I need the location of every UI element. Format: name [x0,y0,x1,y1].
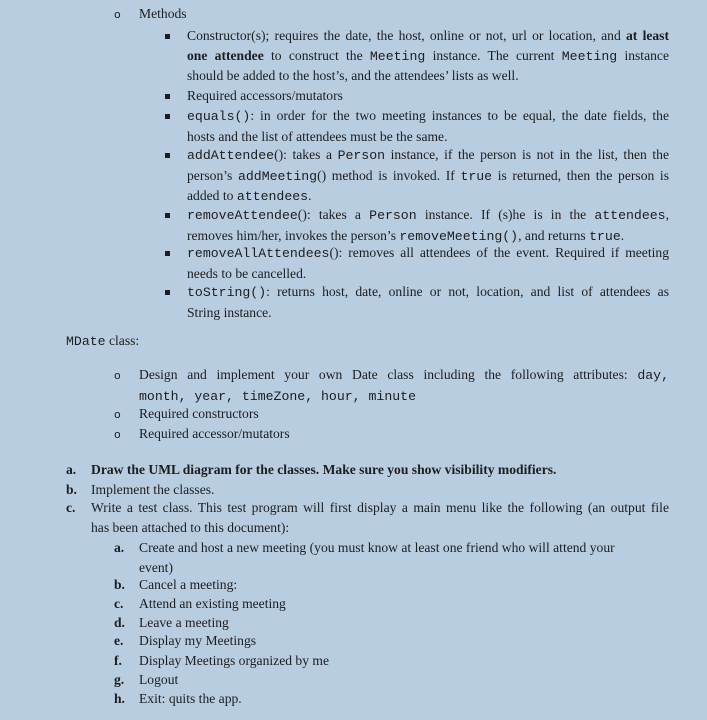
code-text: addMeeting [237,168,318,184]
text-segment: instance, if the person is not in the list, then the [385,147,669,162]
text-line [91,480,669,500]
text-segment: () method is invoked. If [317,167,461,183]
text-segment: (): takes a [274,147,338,162]
method-item [187,26,669,86]
menu-letter: e. [114,633,124,648]
menu-item-text: Leave a meeting [139,615,229,630]
text-segment: one attendee [187,47,264,63]
text-segment: (): removes all attendees of the event. Required if meeting [329,245,669,260]
text-segment: Design and implement your own Date class including the following attributes: [139,367,638,382]
text-line [187,243,669,264]
text-segment: Implement the classes. [91,482,215,497]
square-bullet [165,251,170,256]
method-item [187,205,669,246]
code-text: true [460,168,493,184]
menu-item [139,689,669,709]
square-bullet [165,94,170,99]
code-text: day, [637,368,669,383]
menu-letter: h. [114,691,125,706]
text-segment: Required accessors/mutators [187,88,343,103]
menu-letter: f. [114,653,122,668]
text-line [187,166,669,187]
text-line [139,404,669,424]
text-line [91,518,669,538]
text-segment: should be added to the host’s, and the attendees’ lists as well. [187,68,519,84]
text-segment: removes him/her, invokes the person’s [187,227,400,243]
text-segment: instance [617,47,669,63]
hollow-bullet: o [114,8,121,21]
code-text: attendees [594,208,666,223]
menu-letter: c. [114,596,124,611]
text-line [187,46,669,67]
text-segment: (): takes a [297,207,370,222]
text-segment: Required constructors [139,406,259,421]
code-text: attendees [236,189,309,205]
text-segment: , [665,207,669,222]
text-line [91,460,669,480]
text-segment: hosts and the list of attendees must be the same. [187,128,448,144]
task-item [91,480,669,500]
menu-item [139,670,669,690]
text-segment: . [620,227,625,243]
mdate-item [139,365,669,406]
menu-item-text: event) [139,559,173,575]
text-segment: Write a test class. This test program will first display a main menu like the following (an output file [91,500,669,515]
menu-item-text: Create and host a new meeting (you must know at least one friend who will attend your [139,540,615,555]
mdate-class-name: MDate [66,334,106,349]
code-text: removeAttendee [187,208,298,223]
method-item [187,282,669,322]
menu-item-text: Display Meetings organized by me [139,653,330,668]
text-segment: : returns host, date, online or not, location, and list of attendees as [266,284,669,299]
mdate-heading [66,331,139,352]
code-text: month, year, timeZone, hour, minute [139,388,416,404]
method-item [187,86,669,106]
text-segment: added to [187,188,237,204]
menu-item [139,594,669,614]
square-bullet [165,114,170,119]
text-line [187,66,669,86]
text-line [187,205,669,226]
menu-item-text: Attend an existing meeting [139,596,286,611]
hollow-bullet: o [114,428,121,441]
mdate-item [139,424,669,444]
text-line [187,127,669,147]
code-text: removeMeeting() [399,228,519,244]
square-bullet [165,290,170,295]
menu-item [139,651,669,671]
text-line [187,186,669,207]
task-item [91,498,669,537]
text-line [91,498,669,518]
text-line [139,365,669,386]
code-text: addAttendee [187,148,275,163]
text-segment: instance. The current [425,47,562,63]
code-text: Meeting [369,48,426,64]
text-segment: at least [626,28,670,43]
text-line [187,106,669,127]
text-line [187,282,669,303]
code-text: removeAllAttendees [187,246,330,261]
text-line [187,26,669,46]
text-segment: Required accessor/mutators [139,426,290,441]
code-text: Person [369,208,417,223]
task-letter: b. [66,482,77,497]
hollow-bullet: o [114,408,121,421]
menu-letter: g. [114,672,125,687]
text-segment: Constructor(s); requires the date, the host, online or not, url or location, and [187,28,626,43]
task-letter: a. [66,462,77,477]
menu-item-text: Exit: quits the app. [139,691,242,706]
text-segment: needs to be cancelled. [187,265,307,281]
code-text: Meeting [561,48,618,64]
method-item [187,145,669,207]
text-line [187,303,669,323]
code-text: true [589,228,621,244]
text-segment: is returned, then the person is [492,167,669,183]
text-line [139,424,669,444]
menu-item [139,575,669,595]
methods-header: Methods [139,6,187,21]
hollow-bullet: o [114,369,121,382]
text-segment: Draw the UML diagram for the classes. Make sure you show visibility modifiers. [91,462,557,477]
menu-letter: b. [114,577,125,592]
text-segment: , and returns [518,227,590,243]
text-line [187,264,669,284]
code-text: Person [337,148,386,163]
square-bullet [165,153,170,158]
text-segment: String instance. [187,304,272,320]
menu-item [139,613,669,633]
text-segment: has been attached to this document): [91,519,290,535]
text-segment: . [308,188,312,204]
square-bullet [165,213,170,218]
mdate-item [139,404,669,424]
text-segment: person’s [187,167,238,183]
square-bullet [165,34,170,39]
method-item [187,106,669,146]
code-text: equals() [187,109,251,124]
menu-item [139,538,669,577]
menu-letter: a. [114,540,125,555]
menu-item [139,631,669,651]
text-segment: instance. If (s)he is in the [416,207,595,222]
menu-item-text: Logout [139,672,179,687]
menu-letter: d. [114,615,125,630]
task-letter: c. [66,500,76,515]
code-text: toString() [187,285,267,300]
text-line [187,145,669,166]
menu-item-text: Cancel a meeting: [139,577,238,592]
method-item [187,243,669,283]
text-line [187,86,669,106]
mdate-class-suffix: class: [105,333,140,348]
task-item [91,460,669,480]
text-segment: to construct the [263,47,370,63]
text-segment: : in order for the two meeting instances to be equal, the date fields, the [250,108,669,123]
menu-item-text: Display my Meetings [139,633,257,648]
